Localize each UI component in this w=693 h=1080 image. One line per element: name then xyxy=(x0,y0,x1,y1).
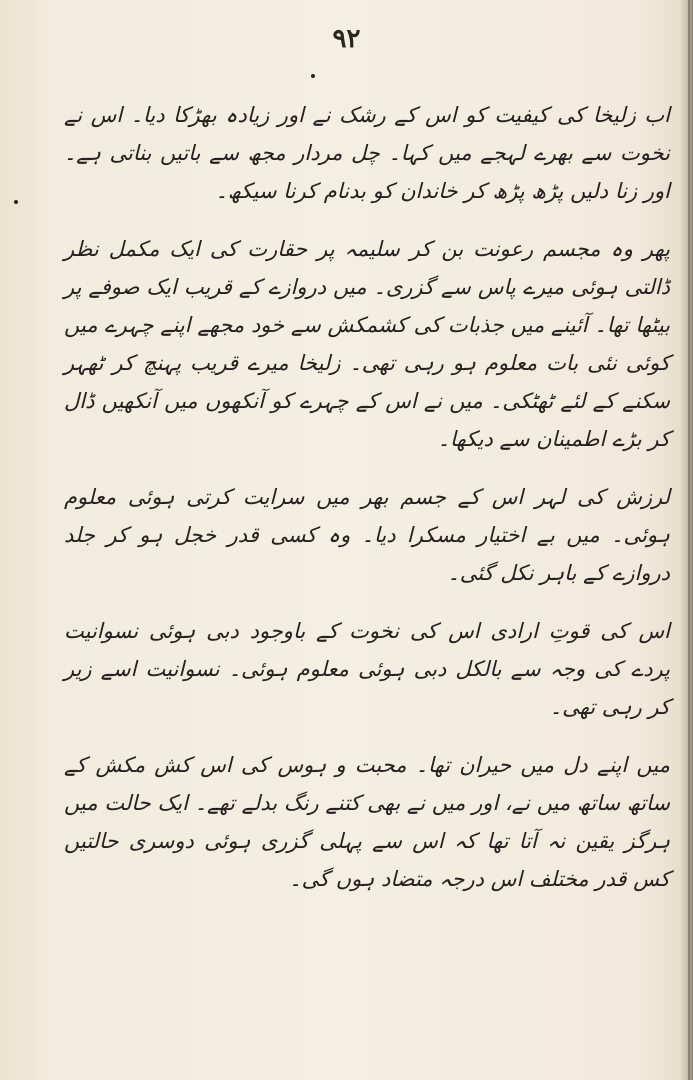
paragraph-4: اس کی قوتِ ارادی اس کی نخوت کے باوجود دبی ہوئی نسوانیت پردے کی وجہ سے بالکل دبی ہوئی معلوم ہوئی۔ نسوانیت اسے زیر کر رہی تھی۔ xyxy=(64,619,670,719)
ink-dot xyxy=(311,74,315,78)
paragraph-2: پھر وہ مجسم رعونت بن کر سلیمہ پر حقارت کی ایک مکمل نظر ڈالتی ہوئی میرے پاس سے گزری۔ میں دروازے کے قریب ایک صوفے پر بیٹھا تھا۔ آئینے میں جذبات کی کشمکش سے خود مجھے اپنے چہرے میں کوئی نئی بات معلوم ہو رہی تھی۔ زلیخا میرے قریب پہنچ کر ٹھہر سکنے کے لئے ٹھٹکی۔ میں نے اس کے چہرے کو آنکھوں میں آنکھیں ڈال کر بڑے اطمینان سے دیکھا۔ xyxy=(64,237,670,451)
page-number: ۹۲ xyxy=(332,24,361,54)
body-text xyxy=(64,96,670,898)
page-edge-line xyxy=(688,0,690,1080)
paragraph-5: میں اپنے دل میں حیران تھا۔ محبت و ہوس کی اس کش مکش کے ساتھ ساتھ میں نے، اور میں نے بھی کتنے رنگ بدلے تھے۔ ایک حالت میں ہرگز یقین نہ آتا تھا کہ اس سے پہلی گزری ہوئی دوسری حالتیں کس قدر مختلف اس درجہ متضاد ہوں گی۔ xyxy=(64,753,670,891)
margin-ink-dot xyxy=(14,200,18,204)
paragraph-3: لرزش کی لہر اس کے جسم بھر میں سرایت کرتی ہوئی معلوم ہوئی۔ میں بے اختیار مسکرا دیا۔ وہ کسی قدر خجل ہو کر جلد دروازے کے باہر نکل گئی۔ xyxy=(64,485,670,585)
page-edge-shadow xyxy=(679,0,693,1080)
paragraph-1: اب زلیخا کی کیفیت کو اس کے رشک نے اور زیادہ بھڑکا دیا۔ اس نے نخوت سے بھرے لہجے میں کہا۔ چل مردار مجھ سے باتیں بناتی ہے۔ اور زنا دلیں پڑھ پڑھ کر خاندان کو بدنام کرنا سیکھ۔ xyxy=(64,103,670,203)
